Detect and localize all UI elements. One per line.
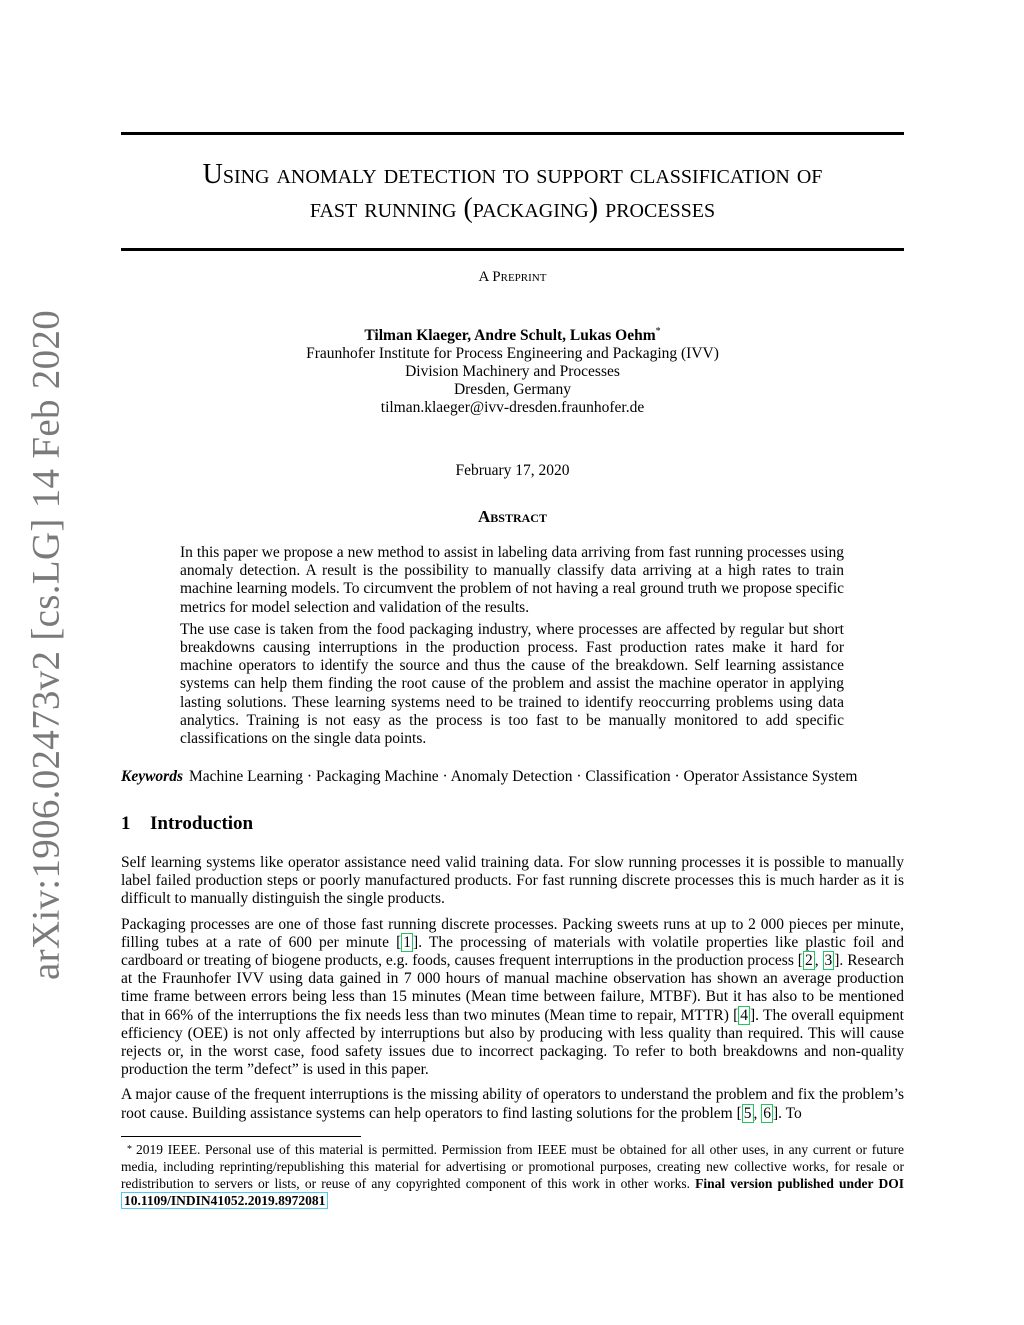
intro-p2-text-b: ]. The processing of materials with volatile properties like plastic foil and cardboard or treating of biogene products, e.g. foods, causes frequent interruptions in the production process [	[121, 933, 905, 970]
doi-link[interactable]: 10.1109/INDIN41052.2019.8972081	[121, 1192, 328, 1209]
footnote-final-version: Final version published under DOI	[695, 1176, 904, 1191]
citation-link[interactable]: 5	[743, 1104, 752, 1122]
section-title: Introduction	[150, 813, 254, 834]
paper-date: February 17, 2020	[455, 462, 570, 479]
author-division: Division Machinery and Processes	[405, 363, 620, 381]
title-bottom-rule	[121, 248, 904, 251]
author-email[interactable]: tilman.klaeger@ivv-dresden.fraunhofer.de	[380, 399, 645, 417]
author-names: Tilman Klaeger, Andre Schult, Lukas Oehm	[364, 327, 656, 345]
arxiv-stamp: arXiv:1906.02473v2 [cs.LG] 14 Feb 2020	[24, 310, 68, 980]
abstract-paragraph-1: In this paper we propose a new method to assist in labeling data arriving from fast running processes using anomaly detection. A result is the possibility to manually classify data arriving at a high rates to train machine learning models. To circumvent the problem of not having a real ground truth we propose specific metrics for model selection and validation of the results.	[180, 544, 844, 616]
intro-paragraph-3	[121, 1086, 904, 1122]
citation-separator: ,	[814, 952, 823, 970]
intro-p3-text-b: ]. To	[773, 1104, 802, 1122]
intro-p2-text-c: ]. Research at the Fraunhofer IVV using data gained in 7 000 hours of manual machine observation has shown an average production time frame between errors being less than 15 minutes (Mean time between failure, MTBF). But it has also to be mentioned that in 66% of the interruptions the fix needs less than two minutes (Mean time to repair, MTTR) [	[121, 952, 905, 1024]
top-rule	[121, 132, 904, 135]
intro-paragraph-1: Self learning systems like operator assistance need valid training data. For slow running processes it is possible to manually label failed production steps or poorly manufactured products. For fast running discrete processes this is much harder as it is difficult to manually distinguish the single products.	[121, 854, 904, 908]
intro-p3-text-a: A major cause of the frequent interruptions is the missing ability of operators to understand the problem and fix the problem’s root cause. Building assistance systems can help operators to find lasting solutions for the problem [	[121, 1086, 904, 1122]
author-affiliation: Fraunhofer Institute for Process Engineering and Packaging (IVV)	[306, 345, 719, 363]
footnote-mark: *	[127, 1144, 132, 1155]
abstract-heading: Abstract	[478, 507, 547, 526]
title-line-1: Using anomaly detection to support classification of	[202, 159, 823, 190]
footnote	[121, 1141, 904, 1209]
author-location: Dresden, Germany	[453, 381, 572, 399]
introduction-body	[121, 854, 904, 1130]
author-footnote-mark[interactable]: *	[655, 326, 661, 337]
section-heading-introduction	[121, 813, 253, 835]
citation-separator: ,	[753, 1104, 762, 1122]
abstract-paragraph-2: The use case is taken from the food packaging industry, where processes are affected by regular but short breakdowns causing interruptions in the production process. Fast production rates make it hard for machine operators to identify the source and thus the cause of the breakdown. Self learning assistance systems can help them finding the root cause of the problem and assist the machine operator in applying lasting solutions. These learning systems need to be trained to identify reoccurring problems using data analytics. Training is not easy as the process is too fast to be manually monitored to add specific classifications on the single data points.	[180, 620, 844, 748]
title-line-2: fast running (packaging) processes	[309, 193, 716, 224]
author-block	[121, 323, 904, 417]
intro-p2-text-a: Packaging processes are one of those fast running discrete processes. Packing sweets runs at up to 2 000 pieces per minute, filling tubes at a rate of 600 per minute [	[121, 915, 904, 951]
keywords-label: Keywords	[121, 768, 183, 785]
keywords-text: Machine Learning · Packaging Machine · Anomaly Detection · Classification · Operator Assistance System	[189, 768, 858, 785]
preprint-label: A Preprint	[478, 269, 547, 285]
footnote-rule	[121, 1136, 361, 1137]
intro-p2-text-d: ]. The overall equipment efficiency (OEE) is not only affected by interruptions but also by producing with less quality than required. This will cause rejects or, in the worst case, food safety issues due to incorrect packaging. To refer to both breakdowns and non-quality production the term ”defect” is used in this paper.	[121, 1006, 904, 1079]
intro-paragraph-2	[121, 916, 904, 1080]
paper-title	[121, 158, 904, 226]
citation-link[interactable]: 3	[824, 952, 833, 970]
keywords-line	[121, 768, 904, 786]
citation-link[interactable]: 1	[403, 933, 412, 951]
footnote-text: 2019 IEEE. Personal use of this material is permitted. Permission from IEEE must be obtained for all other uses, in any current or future media, including reprinting/republishing this material for advertising or promotional purposes, creating new collective works, for resale or redistribution to servers or lists, or reuse of any copyrighted component of this work in other works.	[121, 1142, 904, 1191]
citation-link[interactable]: 6	[763, 1104, 771, 1122]
citation-link[interactable]: 4	[740, 1006, 749, 1024]
citation-link[interactable]: 2	[804, 952, 813, 970]
abstract-body	[180, 544, 844, 752]
section-number: 1	[121, 813, 131, 834]
